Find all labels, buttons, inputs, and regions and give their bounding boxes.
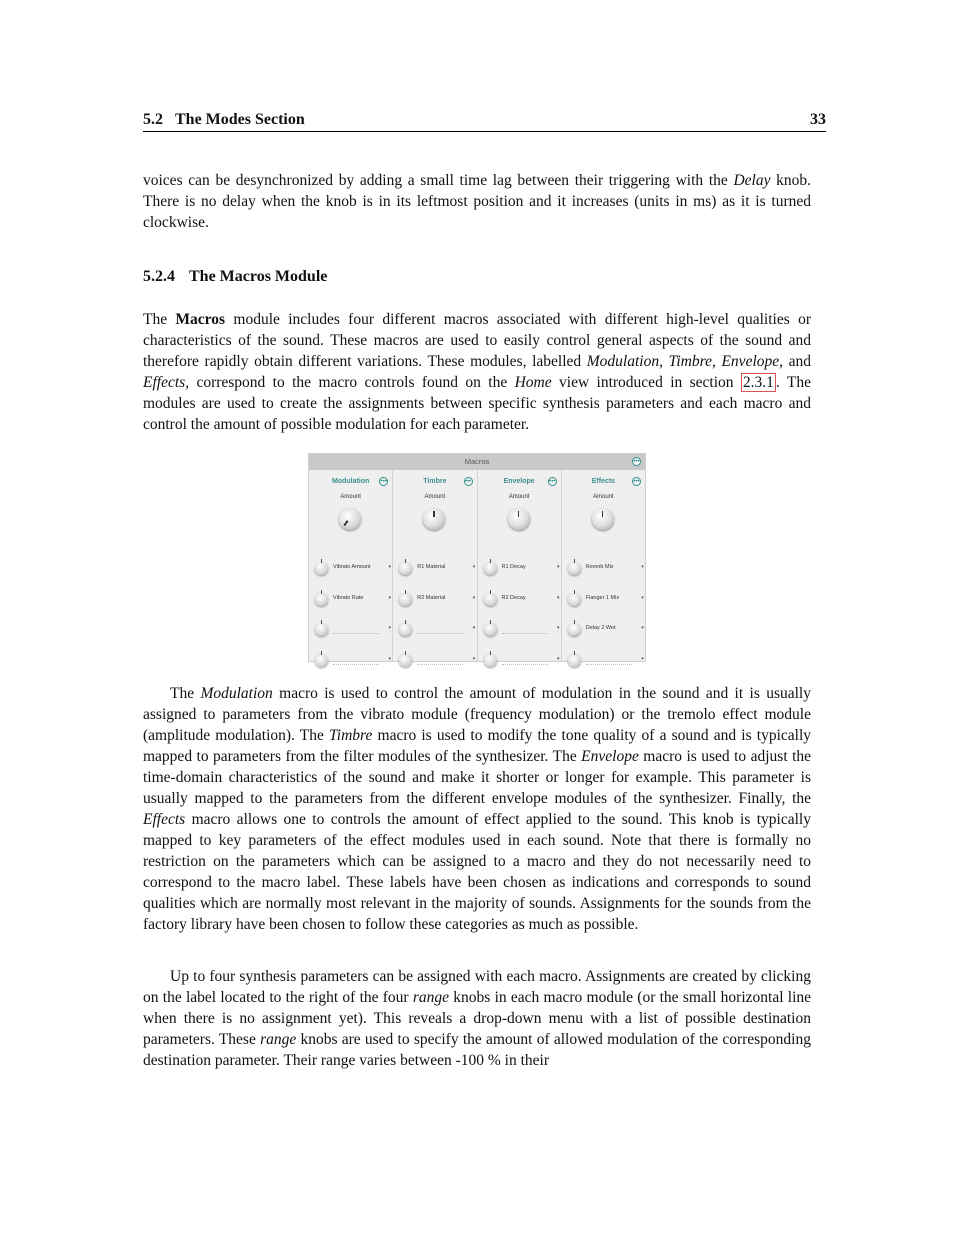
paragraph-assignments	[143, 966, 811, 1071]
paragraph-delay	[143, 170, 811, 233]
term-modulation: Modulation	[586, 353, 660, 370]
more-options-icon[interactable]: •••	[633, 479, 640, 485]
macro-column-effects	[562, 470, 645, 661]
amount-label: Amount	[340, 494, 361, 500]
assignment-label-empty[interactable]	[417, 655, 463, 665]
page-number: 33	[810, 111, 826, 128]
amount-knob[interactable]	[592, 508, 614, 530]
dropdown-caret-icon[interactable]: ▾	[556, 595, 560, 601]
dropdown-caret-icon[interactable]: ▾	[388, 595, 391, 601]
dropdown-caret-icon[interactable]: ▾	[472, 625, 476, 631]
assignment-row	[568, 593, 644, 607]
term-macros: Macros	[175, 311, 226, 328]
term-range: range	[412, 989, 450, 1006]
subsection-heading	[143, 268, 327, 286]
header-section	[143, 111, 305, 129]
assignment-label-empty[interactable]	[417, 624, 463, 634]
dropdown-caret-icon[interactable]: ▾	[641, 625, 644, 631]
text: The	[143, 311, 176, 328]
range-knob[interactable]	[484, 654, 497, 667]
macro-name: Envelope	[503, 478, 535, 485]
section-reference-link[interactable]: 2.3.1	[742, 374, 774, 391]
text: ,	[659, 353, 669, 370]
assignment-row	[399, 654, 475, 668]
assignment-label[interactable]: R1 Decay	[501, 564, 526, 570]
range-knob[interactable]	[399, 623, 412, 636]
text: voices can be desynchronized by adding a small time lag between their triggering with the	[143, 172, 734, 189]
text: . The modules are used to create the assignments between specific synthesis parameters and each macro and control the amount of possible modulation for each parameter.	[143, 374, 811, 433]
assignment-label-empty[interactable]	[586, 655, 632, 665]
range-knob[interactable]	[568, 593, 581, 606]
header-section-title: The Modes Section	[175, 111, 305, 128]
assignment-label-empty[interactable]	[502, 655, 548, 665]
amount-label: Amount	[508, 494, 530, 500]
macro-name: Effects	[591, 478, 616, 485]
text: , and	[779, 353, 812, 370]
assignment-row	[399, 593, 475, 607]
more-options-icon[interactable]: •••	[380, 479, 387, 485]
range-knob[interactable]	[399, 562, 412, 575]
assignment-label[interactable]: Delay 2 Wet	[585, 625, 616, 631]
dropdown-caret-icon[interactable]: ▾	[472, 656, 476, 662]
assignment-label[interactable]: R2 Decay	[501, 595, 526, 601]
text: knob. There is no delay when the knob is in its leftmost position and it increases (units in ms) as it is turned clockwise.	[143, 172, 812, 231]
macros-panel-figure	[308, 453, 646, 662]
range-knob[interactable]	[484, 593, 497, 606]
assignment-row	[315, 562, 391, 576]
text: macro is used to control the amount of modulation in the sound and it is usually assigned to parameters from the vibrato module (frequency modulation) or the tremolo effect module (amplitude modulation). The	[143, 685, 811, 744]
paragraph-macro-descriptions	[143, 683, 811, 935]
assignment-label[interactable]: R2 Material	[417, 595, 446, 601]
assignment-label[interactable]: Vibrato Rate	[333, 595, 364, 601]
macro-column-modulation	[309, 470, 393, 661]
term-effects: Effects	[143, 811, 186, 828]
assignment-row	[568, 654, 644, 668]
assignment-row	[484, 593, 560, 607]
dropdown-caret-icon[interactable]: ▾	[556, 656, 560, 662]
assignment-row	[399, 623, 475, 637]
assignment-row	[315, 593, 391, 607]
amount-label: Amount	[593, 494, 614, 500]
range-knob[interactable]	[315, 654, 328, 667]
term-range: range	[260, 1031, 297, 1048]
term-modulation: Modulation	[200, 685, 273, 702]
range-knob[interactable]	[568, 562, 581, 575]
dropdown-caret-icon[interactable]: ▾	[641, 656, 644, 662]
dropdown-caret-icon[interactable]: ▾	[388, 656, 391, 662]
assignment-row	[484, 562, 560, 576]
assignment-row	[568, 623, 644, 637]
term-envelope: Envelope	[721, 353, 780, 370]
amount-knob[interactable]	[423, 508, 445, 530]
macro-columns	[309, 470, 645, 661]
text: ,	[711, 353, 722, 370]
text: , correspond to the macro controls found on the	[185, 374, 515, 391]
assignment-row	[484, 654, 560, 668]
range-knob[interactable]	[399, 593, 412, 606]
assignment-label-empty[interactable]	[333, 624, 379, 634]
assignment-row	[568, 562, 644, 576]
assignment-row	[315, 623, 391, 637]
macros-panel-title-text: Macros	[464, 457, 490, 466]
text: knobs are used to specify the amount of allowed modulation of the corresponding destination parameter. Their range varies between -100 % in their	[143, 1031, 811, 1069]
range-knob[interactable]	[568, 623, 581, 636]
macro-column-timbre	[393, 470, 477, 661]
more-options-icon[interactable]: •••	[633, 459, 640, 465]
text: The	[170, 685, 201, 702]
more-options-icon[interactable]: •••	[464, 479, 472, 485]
assignment-row	[315, 654, 391, 668]
range-knob[interactable]	[315, 623, 328, 636]
term-effects: Effects	[143, 374, 186, 391]
range-knob[interactable]	[315, 593, 328, 606]
dropdown-caret-icon[interactable]: ▾	[388, 625, 391, 631]
macro-name: Modulation	[331, 478, 370, 485]
subsection-title: The Macros Module	[189, 268, 328, 285]
dropdown-caret-icon[interactable]: ▾	[472, 595, 476, 601]
macro-name: Timbre	[423, 478, 447, 485]
dropdown-caret-icon[interactable]: ▾	[556, 625, 560, 631]
more-options-icon[interactable]: •••	[549, 479, 556, 485]
term-home: Home	[514, 374, 552, 391]
term-timbre: Timbre	[329, 727, 373, 744]
subsection-number: 5.2.4	[143, 268, 175, 285]
dropdown-caret-icon[interactable]: ▾	[641, 564, 644, 570]
text: module includes four different macros associated with different high-level qualities or characteristics of the sound. These macros are used to easily control general aspects of the sound and therefore rapidly obtain different variations. These modules, labelled	[143, 311, 811, 370]
term-timbre: Timbre	[668, 353, 712, 370]
assignment-label-empty[interactable]	[502, 624, 548, 634]
header-section-number: 5.2	[143, 111, 163, 128]
running-header	[143, 109, 826, 132]
dropdown-caret-icon[interactable]: ▾	[472, 564, 476, 570]
assignment-label[interactable]: Flanger 1 Mix	[585, 595, 620, 601]
dropdown-caret-icon[interactable]: ▾	[388, 564, 391, 570]
text: macro is used to modify the tone quality of a sound and is typically mapped to parameters from the filter modules of the synthesizer. The	[143, 727, 811, 765]
amount-label: Amount	[424, 494, 446, 500]
assignment-row	[484, 623, 560, 637]
term-envelope: Envelope	[581, 748, 639, 765]
text: knobs in each macro module (or the small horizontal line when there is no assignment yet). This reveals a drop-down menu with a list of possible destination parameters. These	[143, 989, 812, 1048]
range-knob[interactable]	[484, 562, 497, 575]
term-delay: Delay	[733, 172, 771, 189]
assignment-label[interactable]: Reverb Mix	[585, 564, 614, 570]
text: Up to four synthesis parameters can be assigned with each macro. Assignments are created by clicking on the label located to the right of the four	[143, 968, 811, 1006]
amount-knob[interactable]	[339, 508, 361, 530]
assignment-label-empty[interactable]	[333, 655, 379, 665]
amount-knob[interactable]	[508, 508, 530, 530]
dropdown-caret-icon[interactable]: ▾	[556, 564, 560, 570]
text: view introduced in section	[551, 374, 741, 391]
macro-column-envelope	[478, 470, 562, 661]
paragraph-macros-intro	[143, 309, 811, 435]
macros-panel-title	[309, 454, 645, 470]
assignment-row	[399, 562, 475, 576]
text: macro is used to adjust the time-domain characteristics of the sound and make it shorter or longer for example. This parameter is usually mapped to the parameters from the different envelope modules of the synthesizer. Finally, the	[143, 748, 812, 807]
assignment-label[interactable]: R1 Material	[417, 564, 446, 570]
range-knob[interactable]	[568, 654, 581, 667]
dropdown-caret-icon[interactable]: ▾	[641, 595, 644, 601]
range-knob[interactable]	[399, 654, 412, 667]
range-knob[interactable]	[315, 562, 328, 575]
text: macro allows one to controls the amount of effect applied to the sound. This knob is typically mapped to key parameters of the effect modules used in each sound. Note that there is formally no restriction on the parameters which can be assigned to a macro and they do not necessarily need to correspond to the macro label. These labels have been chosen as indications and corresponds to sound qualities which are normally most relevant in the majority of sounds. Assignments for the sounds from the factory library have been chosen to follow these categories as much as possible.	[143, 811, 811, 933]
assignment-label[interactable]: Vibrato Amount	[333, 564, 371, 570]
range-knob[interactable]	[484, 623, 497, 636]
